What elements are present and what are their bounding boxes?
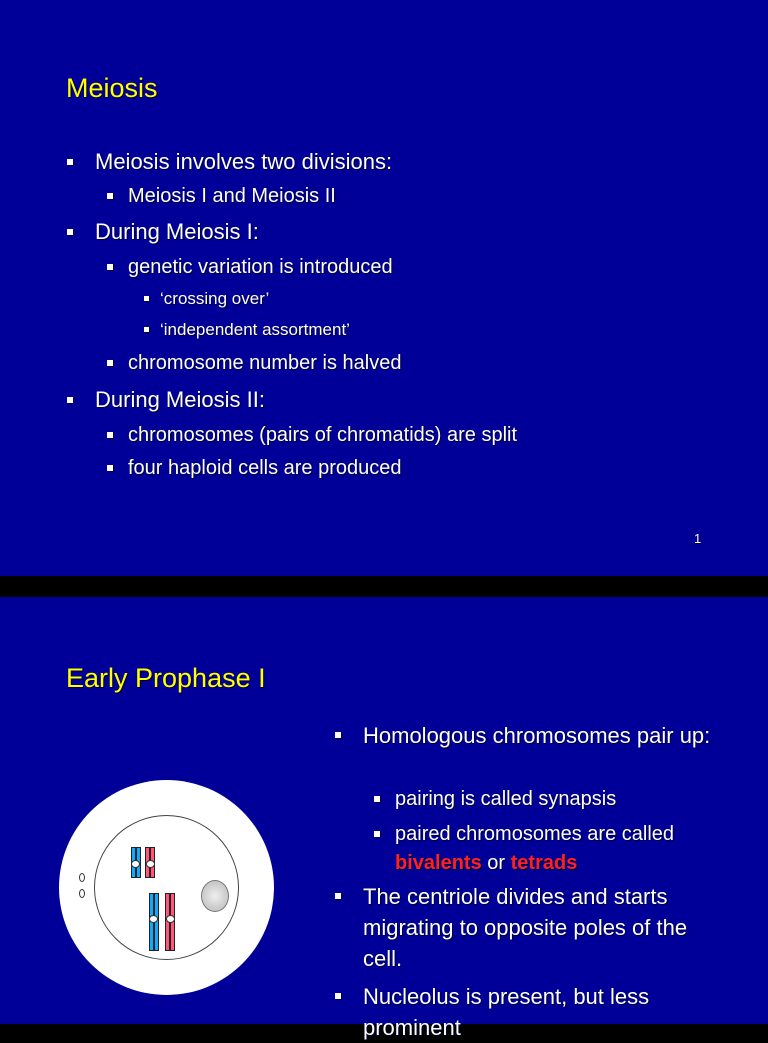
bullet-icon: [107, 264, 113, 270]
bullet-icon: [107, 432, 113, 438]
sub-bullet-item: [374, 820, 715, 878]
bullet-item: [335, 720, 723, 751]
bullet-icon: [107, 360, 113, 366]
bullet-icon: [335, 732, 341, 738]
bullet-icon: [144, 327, 149, 332]
bullet-icon: [67, 397, 73, 403]
bullet-text: During Meiosis II:: [95, 387, 265, 412]
nucleolus: [201, 880, 229, 912]
centromere: [146, 860, 155, 868]
bullet-item: [67, 387, 265, 413]
bullet-icon: [335, 893, 341, 899]
bullet-icon: [67, 159, 73, 165]
bullet-text: Meiosis I and Meiosis II: [128, 185, 336, 207]
sub-bullet-item: [374, 787, 616, 811]
bullet-icon: [374, 831, 380, 837]
connector-or: or: [487, 852, 506, 874]
bullet-icon: [107, 465, 113, 471]
centromere: [149, 915, 158, 923]
bullet-icon: [67, 229, 73, 235]
centriole: [79, 873, 85, 882]
bullet-text: Meiosis involves two divisions:: [95, 149, 393, 174]
bullet-text: chromosome number is halved: [128, 352, 402, 374]
bullet-icon: [107, 193, 113, 199]
centromere: [131, 860, 140, 868]
bullet-text: The centriole divides and starts migrating to opposite poles of the cell.: [363, 884, 688, 971]
bullet-text: ‘crossing over’: [160, 289, 270, 308]
sub-sub-bullet-item: [144, 320, 350, 340]
bullet-text: paired chromosomes are called: [395, 823, 675, 845]
term-bivalents: bivalents: [395, 852, 482, 874]
bullet-text: chromosomes (pairs of chromatids) are split: [128, 424, 518, 446]
sub-bullet-item: [107, 184, 336, 208]
bullet-icon: [335, 993, 341, 999]
bullet-icon: [144, 296, 149, 301]
slide-title: Meiosis: [66, 73, 158, 103]
bullet-text: Homologous chromosomes pair up:: [363, 723, 711, 748]
bullet-text: Nucleolus is present, but less prominent: [363, 984, 650, 1040]
bullet-item: [67, 149, 392, 175]
term-tetrads: tetrads: [510, 852, 578, 874]
centromere: [166, 915, 175, 923]
bullet-item: [335, 881, 723, 974]
page-number: 1: [694, 531, 702, 546]
slide-early-prophase: [0, 597, 768, 1040]
bullet-item: [335, 981, 723, 1043]
bullet-text: pairing is called synapsis: [395, 788, 617, 810]
sub-sub-bullet-item: [144, 289, 269, 309]
bullet-item: [67, 219, 259, 245]
bullet-text: During Meiosis I:: [95, 219, 259, 244]
sub-bullet-item: [107, 351, 401, 375]
cell-diagram: [59, 780, 274, 995]
sub-bullet-item: [107, 423, 517, 447]
sub-bullet-item: [107, 255, 393, 279]
bullet-icon: [374, 796, 380, 802]
bullet-text: four haploid cells are produced: [128, 457, 402, 479]
sub-bullet-item: [107, 456, 402, 480]
centriole: [79, 889, 85, 898]
bullet-text: genetic variation is introduced: [128, 256, 393, 278]
slide-title: Early Prophase I: [66, 663, 266, 693]
nucleus: [94, 815, 239, 960]
bullet-text: ‘independent assortment’: [160, 320, 350, 339]
